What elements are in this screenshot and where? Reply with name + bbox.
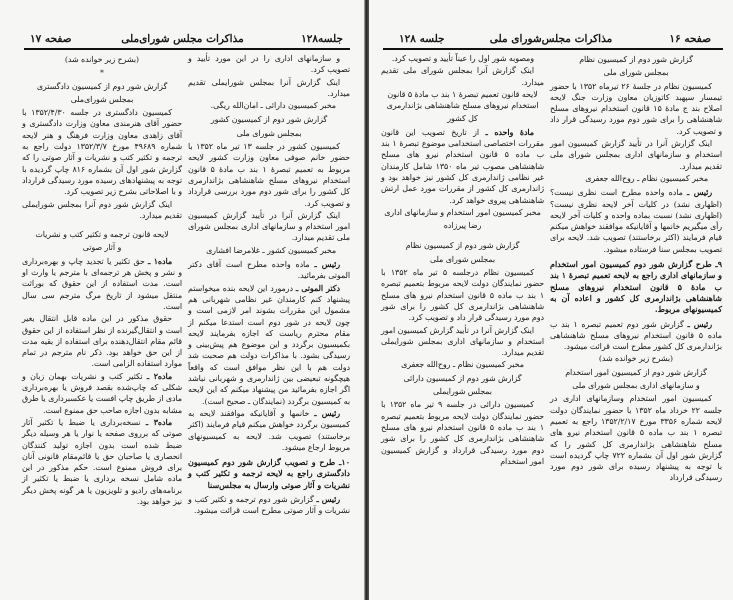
centered-line (22, 229, 182, 240)
body-text: گزارش شور دوم از کمیسیون نظام (405, 241, 520, 251)
body-text: لایحه قانون ترجمه و تکثیر کتب و نشریات (35, 230, 169, 240)
body-text: اینک گزارش شور دوم آنرا بمجلس شورایملی تقدیم میدارد. (22, 199, 182, 220)
body-text: کمیسیون نظام در جلسهٔ ۲۶ تیرماه ۱۳۵۲ با حضور تیمسار سپهبد کاتوزیان معاون وزارت جنگ لایحه اصلاح بند ج مادهٔ ۱۵ قانون استخدام نیروهای مسلح شاهنشاهی را برای شور دوم مورد رسیدگی قرار داد و تصویب کرد. (550, 81, 722, 136)
body-text: اینک گزارش آنرا در تأیید گزارش کمیسیون امور استخدام و سازمانهای اداری بمجلس شورای ملی تقدیم میدارد. (550, 139, 722, 171)
body-text: مخبر کمیسیون نظام ـ روح‌الله جعفری (401, 360, 524, 370)
body-text: ماده واحده مطرح است آقای دکتر الموتی بفرمائید. (188, 260, 350, 281)
centered-line (22, 242, 182, 253)
paragraph (550, 187, 722, 255)
centered-line (550, 367, 722, 378)
centered-line (381, 207, 544, 218)
paragraph (381, 267, 544, 323)
body-text: ومصوبه شور اول را عیناً تأیید و تصویب کرد. (391, 54, 534, 63)
body-text: کل کشور (447, 114, 478, 124)
section-heading (188, 457, 350, 491)
body-text: گزارش شور دوم تعمیم تبصره ۱ بند ب ماده ۵ قانون استخدام نیروهای مسلح شاهنشاهی بژاندارمری کل کشور مطرح است قرائت میشود. (550, 319, 722, 352)
body-text: ماده واحده مطرح است نظری نیست؟ (اظهاری نشد) در کلیات آخر لایحه نظری نیست؟ (اظهاری نشد) نسبت بماده واحده و کلیات آخر لایحه رأی میگیریم خانمها و آقایانیکه موافقند خواهش میکنم قیام فرمایند (اکثر برخاستند) تصویب شد. لایحه برای تصویب بمجلس سنا فرستاده میشود. (550, 188, 722, 254)
page-number: صفحه ۱۶ (669, 33, 711, 45)
paragraph (22, 256, 182, 312)
body-text: نسخه‌برداری یا ضبط یا تکثیر آثار صوتی که برروی صفحه یا نوار یا هر وسیله دیگر ضبط شده است بدون اجازه تولید کنندگان انحصاری یا صاحبان حق یا قائم‌مقام قانونی آنان برای فروش ممنوع است. حکم مذکور در این ماده شامل نسخه برداری یا ضبط یا تکثیر از برنامه‌های رادیو و تلویزیون یا هر گونه پخش دیگر نیز خواهد بود. (22, 417, 182, 506)
session-number: جلسه۱۲۸ (301, 33, 343, 45)
speaker-label: رئیس ـ (314, 408, 341, 418)
paragraph (188, 210, 350, 244)
body-text: مخبر کمیسیون دارائی ـ امان‌الله ریگی. (210, 101, 336, 111)
paragraph (381, 65, 544, 88)
centered-line (381, 240, 544, 251)
body-text: بمجلس شورای‌ملی (70, 94, 134, 104)
body-text: کمیسیون دارائی در جلسه ۹ تیر ماه ۱۳۵۲ با حضور نمایندگان دولت لایحه مربوط بتعمیم تبصره ۱ بند ب ماده ۵ قانون استخدام نیرو های مسلح شاهنشاهی بژاندارمری کل کشور را برای شور دوم مورد رسیدگی قرارداد و گزارش کمیسیون امور استخدام (381, 400, 545, 466)
paragraph (381, 325, 544, 359)
centered-line (550, 353, 722, 364)
body-text: و آثار صوتی (82, 243, 122, 253)
page-title: مذاکرات مجلس شورای‌ملی (121, 33, 244, 45)
text-column-left (22, 53, 182, 508)
body-text: گزارش شور دوم از کمیسیون امور استخدام (565, 367, 707, 377)
centered-line (550, 54, 722, 65)
body-text: درمورد این لایحه بنده میخواستم پیشنهاد کنم کارمندان غیر نظامی شهربانی هم مشمول این مقررات بشوند امر لازمی است و چون لایحه در شور دوم است استدعا میکنم از مقام محترم ریاست که اجازه بفرمایند لایحه بکمیسیون برگردد و این موضوع هم پیش‌بینی و رسیدگی بشود. با مذاکرات دولت هم صحبت شد دولت هم با این نظر موافق است که واقعاً هیچگونه تبعیضی بین ژاندارمری و شهربانی نباشد اگر اجازه بفرمائید من پیشنهاد میکنم که این لایحه به کمیسیون برگردد (نمایندگان ـ صحیح است). (188, 283, 350, 406)
text-column-right (188, 53, 350, 518)
signature-line (188, 100, 350, 111)
centered-line (22, 54, 182, 65)
body-text: بمجلس شورای ملی (603, 68, 669, 78)
paragraph (188, 53, 350, 76)
body-text: بمجلس شورای ملی (236, 128, 302, 138)
body-text: * (100, 68, 104, 78)
speaker-label: رئیس ـ (687, 188, 713, 198)
paragraph (381, 127, 544, 206)
paragraph (188, 141, 350, 209)
text-column-left (381, 53, 544, 468)
centered-line (550, 67, 722, 78)
session-number: جلسه ۱۲۸ (399, 33, 445, 45)
paragraph (22, 371, 182, 416)
paragraph (381, 399, 544, 467)
paragraph (188, 77, 350, 100)
body-text: مخبر کمیسیون کشور ـ غلامرضا افشاری (206, 245, 336, 255)
body-text: کمیسیون کشور در جلسه ۱۳ تیر ماه ۱۳۵۲ با حضور خانم صوفی معاون وزارت کشور لایحه مربوط به تعمیم تبصرهٔ ۱ بند ب مادهٔ ۵ قانون استخدام نیروهای مسلح شاهنشاهی بژاندارمری کل کشور را برای شور دوم مورد بررسی قرارداد و تصویب کرد. (188, 142, 350, 208)
paragraph (188, 283, 350, 407)
body-text: اینک گزارش آنرا در تأیید گزارش کمیسیون امور استخدام و سازمانهای اداری بمجلس شورایملی تقدیم میدارد. (381, 325, 544, 358)
paragraph (188, 408, 350, 453)
paragraph (22, 313, 182, 369)
centered-line (22, 81, 182, 92)
header-rule (24, 48, 350, 50)
paragraph (188, 494, 350, 517)
paragraph (550, 393, 722, 483)
body-text: بمجلس شورایملی (433, 387, 492, 397)
section-heading (550, 259, 722, 315)
body-text: کمیسیون امور استخدام وسازمانهای اداری در جلسه ۲۲ خرداد ماه ۱۳۵۲ با حضور نمایندگان دولت لایحه شماره ۳۳۵۶ مورخ ۱۳۵۲/۲/۱۷ راجع به تعمیم تبصره ۱ بند ب ماده ۵ قانون استخدام نیرو های مسلح شاهنشاهی بژاندارمری کل کشور را که گزارش شور اول آن بشماره ۷۲۲ چاپ گردیده است با توجه به پیشنهاد رسیده برای شور دوم مورد رسیدگی قرارداد (550, 394, 723, 483)
speaker-label: دکتر الموتی ـ (295, 283, 340, 293)
body-text: بمجلس شورای ملی (429, 254, 496, 264)
centered-line (381, 359, 544, 370)
speaker-label: رئیس ـ (314, 260, 341, 270)
centered-line (22, 67, 182, 78)
text-column-right (550, 53, 722, 485)
paragraph (550, 138, 722, 172)
body-text: و سازمانهای اداری بمجلس شورای ملی (572, 381, 700, 391)
body-text: گزارش شور دوم از کمیسیون دارائی (403, 373, 522, 383)
body-text: ۱۰ـ طرح و تصویب گزارش شور دوم کمیسیون دادگستری راجع به لایحه ترجمه و تکثیر کتب و نشریات و آثار صوتی وارسال به مجلس‌سنا (188, 457, 350, 490)
body-text: اینک گزارش آنرا در تأیید گزارش کمیسیون امور استخدام و سازمانهای اداری بمجلس شورای ملی تقدیم میدارد. (188, 210, 350, 243)
spacer (381, 233, 544, 239)
centered-line (550, 380, 722, 391)
body-text: لایحه قانون تعمیم تبصرهٔ ۱ بند ب مادهٔ ۵ قانون استخدام نیروهای مسلح شاهنشاهی بژاندارمری (386, 89, 539, 111)
paragraph (381, 53, 544, 64)
body-text: گزارش شور دوم از کمیسیون دادگستری (36, 81, 168, 91)
centered-line (381, 386, 544, 397)
body-text: حق تکثیر یا تجدید چاپ و بهره‌برداری و نشر و پخش هر ترجمه‌ای با مترجم یا وارث او است. مدت استفاده از این حقوق که بوراثت منتقل میشود از تاریخ مرگ مترجم سی سال است. (22, 256, 182, 311)
body-text: رضا پیرزاده (443, 221, 482, 231)
body-text: گزارش شور دوم ترجمه و تکثیر کتب و نشریات و آثار صوتی مطرح است قرائت میشود. (188, 494, 350, 516)
centered-line (381, 89, 544, 112)
header-rule (383, 48, 723, 50)
left-page (0, 0, 365, 600)
body-text: تکثیر کتب و نشریات بهمان زبان و شکلی که چاپ‌شده بقصد فروش یا بهره‌برداری مادی از طریق چاپ افست یا عکسبرداری یا طرق مشابه بدون اجازه صاحب حق ممنوع است. (22, 371, 182, 415)
right-page (369, 0, 733, 600)
speaker-label: مادهٔ واحده ـ (485, 127, 534, 137)
paragraph (188, 259, 350, 282)
body-text: گزارش شور دوم از کمیسیون نظام (579, 55, 693, 64)
centered-line (22, 94, 182, 105)
body-text: خانمها و آقایانیکه موافقند لایحه به کمیسیون برگردد خواهش میکنم قیام فرمایند (اکثر برخاستند) تصویب شد. لایحه به کمیسیونهای مربوط ارجاع میشود. (188, 408, 350, 452)
body-text: مخبر کمیسیون امور استخدام و سازمانهای اداری (384, 207, 541, 217)
signature-line (550, 173, 722, 184)
speaker-label: ماده۱ ـ (147, 256, 172, 266)
body-text: (بشرح زیر خوانده شد) (598, 354, 674, 364)
body-text: کمیسیون نظام درجلسه ۵ تیر ماه ۱۳۵۲ با حضور نمایندگان دولت لایحه مربوط بتعمیم تبصره ۱ بند ب ماده ۵ قانون استخدام نیرو های مسلح شاهنشاهی بژاندارمری کل کشور را برای شور دوم مورد رسیدگی قرار داد و تصویب کرد. (381, 268, 545, 323)
speaker-label: ماده۲ ـ (146, 371, 172, 381)
speaker-label: ماده۳ ـ (145, 417, 173, 427)
body-text: و سازمانهای اداری را در این مورد تأیید و تصویب کرد. (188, 54, 350, 75)
signature-line (188, 245, 350, 256)
paragraph (22, 417, 182, 507)
spacer (22, 222, 182, 228)
body-text: از تاریخ تصویب این قانون مقررات اختصاصی استخدامی موضوع تبصرهٔ ۱ بند ب ماده ۵ قانون استخدام نیرو های مسلح شاهنشاهی مصوب تیر ماه ۱۳۵۰ شامل کارمندان غیر نظامی ژاندارمری کل کشور نیز خواهد بود و ژاندارمری کل کشور از مقررات مورد عمل ارتش شاهنشاهی پیروی خواهد کرد. (381, 127, 545, 205)
body-text: ۹ـ طرح گزارش شور دوم کمیسیون امور استخدام و سازمانهای اداری راجع به لایحه تعمیم تبصرهٔ ۱ بند ب مادهٔ ۵ قانون استخدام نیروهای مسلح شاهنشاهی بژاندارمری کل کشور و اعاده آن به کمیسیونهای مربوط. (550, 259, 723, 315)
centered-line (381, 254, 544, 265)
body-text: گزارش شور دوم از کمیسیون کشور (210, 115, 328, 125)
centered-line (381, 373, 544, 384)
body-text: حقوق مذکور در این ماده قابل انتقال بغیر است و انتقال‌گیرنده از نظر استفاده از این حقوق قائم مقام انتقال‌دهنده برای استفاده از بقیه مدت از این حق خواهد بود. ذکر نام مترجم در تمام موارد استفاده الزامی است. (22, 314, 182, 369)
page-number: صفحه ۱۷ (30, 33, 72, 45)
page-title: مذاکرات مجلس‌شورای ملی (489, 33, 613, 45)
body-text: اینک گزارش آنرا بمجلس شورایملی تقدیم میدارد. (188, 77, 350, 98)
body-text: (بشرح زیر خوانده شد) (64, 55, 140, 64)
body-text: مخبر کمیسیون نظام ـ روح‌الله جعفری (585, 173, 708, 183)
body-text: اینک گزارش آنرا بمجلس شورای ملی تقدیم میدارد. (381, 66, 544, 87)
centered-line (381, 113, 544, 124)
body-text: کمیسیون دادگستری در جلسه ۱۳۵۲/۴/۳۰ با حضور آقای هنرمندی معاون وزارت دادگستری و آقای زاهدی معاون وزارت فرهنگ و هنر لایحه شماره ۴۹۶۸۹ مورخ ۱۳۵۲/۳/۷ دولت راجع به ترجمه و تکثیر کتب و نشریات و آثار صوتی را که گزارش شور اول آن بشماره ۸۱۶ چاپ گردیده با توجه به پیشنهادهای رسیده مورد رسیدگی قرارداد و با اصلاحاتی بشرح زیر تصویب کرد. (22, 108, 183, 197)
paragraph (22, 107, 182, 197)
speaker-label: رئیس ـ (687, 319, 712, 329)
centered-line (188, 128, 350, 139)
speaker-label: رئیس ـ (316, 494, 341, 504)
paragraph (22, 199, 182, 222)
paragraph (550, 81, 722, 137)
centered-line (188, 114, 350, 125)
paragraph (550, 319, 722, 353)
centered-line (381, 220, 544, 231)
